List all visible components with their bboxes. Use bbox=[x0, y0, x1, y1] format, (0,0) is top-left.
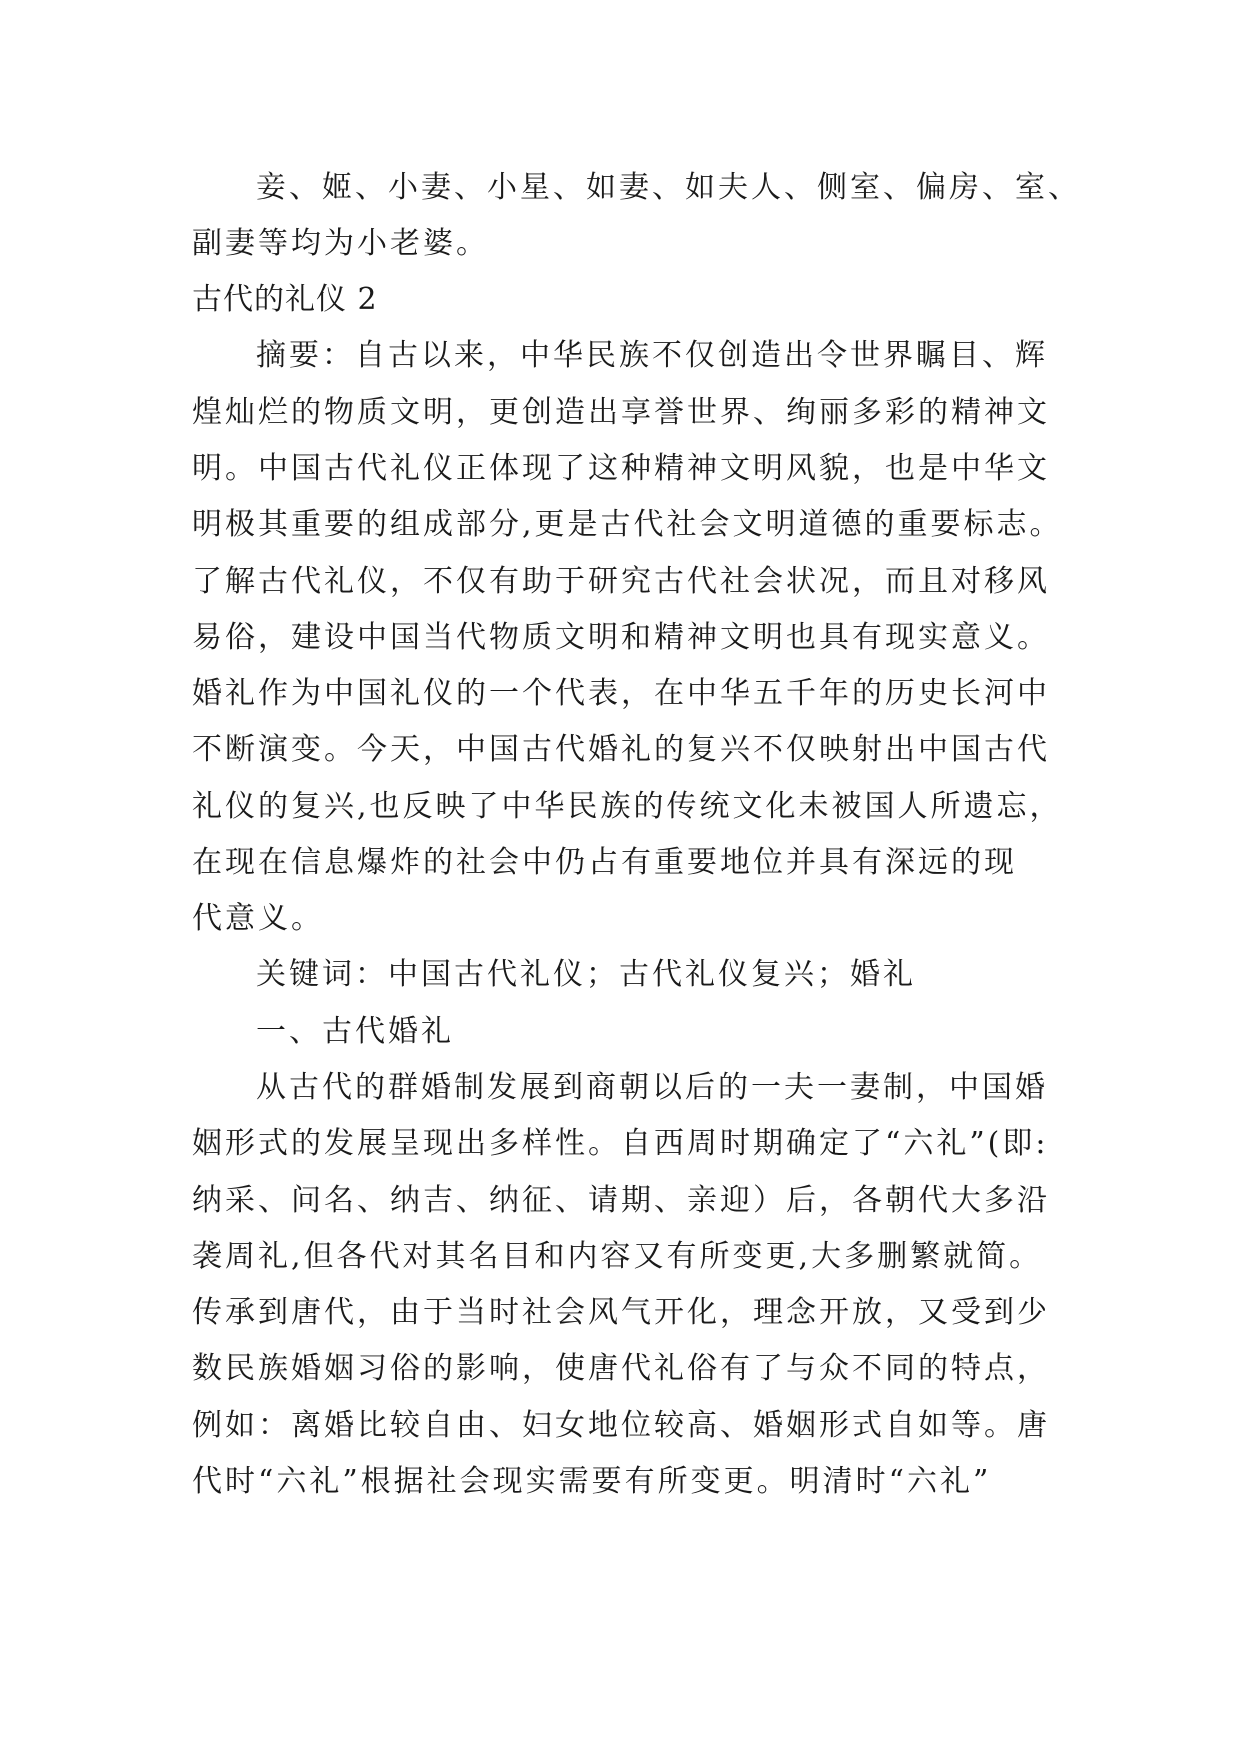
text-line: 从古代的群婚制发展到商朝以后的一夫一妻制，中国婚 bbox=[256, 1070, 1048, 1105]
text-line: 明。中国古代礼仪正体现了这种精神文明风貌，也是中华文 bbox=[192, 451, 1050, 486]
keywords-line: 关键词：中国古代礼仪；古代礼仪复兴；婚礼 bbox=[256, 957, 916, 992]
text-line: 礼仪的复兴,也反映了中华民族的传统文化未被国人所遗忘， bbox=[192, 789, 1063, 824]
text-line: 摘要：自古以来，中华民族不仅创造出令世界瞩目、辉 bbox=[256, 338, 1048, 373]
text-line: 明极其重要的组成部分,更是古代社会文明道德的重要标志。 bbox=[192, 507, 1063, 542]
text-line: 代意义。 bbox=[192, 901, 324, 936]
text-line: 纳采、问名、纳吉、纳征、请期、亲迎）后，各朝代大多沿 bbox=[192, 1183, 1050, 1218]
text-line: 数民族婚姻习俗的影响，使唐代礼俗有了与众不同的特点， bbox=[192, 1351, 1050, 1386]
text-line: 姻形式的发展呈现出多样性。自西周时期确定了“六礼”(即: bbox=[192, 1126, 1049, 1161]
text-line: 易俗，建设中国当代物质文明和精神文明也具有现实意义。 bbox=[192, 620, 1050, 655]
text-line: 传承到唐代，由于当时社会风气开化，理念开放，又受到少 bbox=[192, 1295, 1050, 1330]
section-title: 古代的礼仪 2 bbox=[192, 282, 378, 317]
text-line: 了解古代礼仪，不仅有助于研究古代社会状况，而且对移风 bbox=[192, 564, 1050, 599]
text-line: 副妻等均为小老婆。 bbox=[192, 226, 489, 261]
text-line: 煌灿烂的物质文明，更创造出享誉世界、绚丽多彩的精神文 bbox=[192, 395, 1050, 430]
text-line: 例如：离婚比较自由、妇女地位较高、婚姻形式自如等。唐 bbox=[192, 1408, 1050, 1443]
section-heading: 一、古代婚礼 bbox=[256, 1014, 454, 1049]
text-line: 袭周礼,但各代对其名目和内容又有所变更,大多删繁就简。 bbox=[192, 1239, 1043, 1274]
text-line: 妾、姬、小妻、小星、如妻、如夫人、侧室、偏房、室、 bbox=[256, 170, 1081, 205]
text-line: 不断演变。今天，中国古代婚礼的复兴不仅映射出中国古代 bbox=[192, 732, 1050, 767]
text-line: 在现在信息爆炸的社会中仍占有重要地位并具有深远的现 bbox=[192, 845, 1017, 880]
text-line: 婚礼作为中国礼仪的一个代表，在中华五千年的历史长河中 bbox=[192, 676, 1050, 711]
text-line: 代时“六礼”根据社会现实需要有所变更。明清时“六礼” bbox=[192, 1464, 992, 1499]
